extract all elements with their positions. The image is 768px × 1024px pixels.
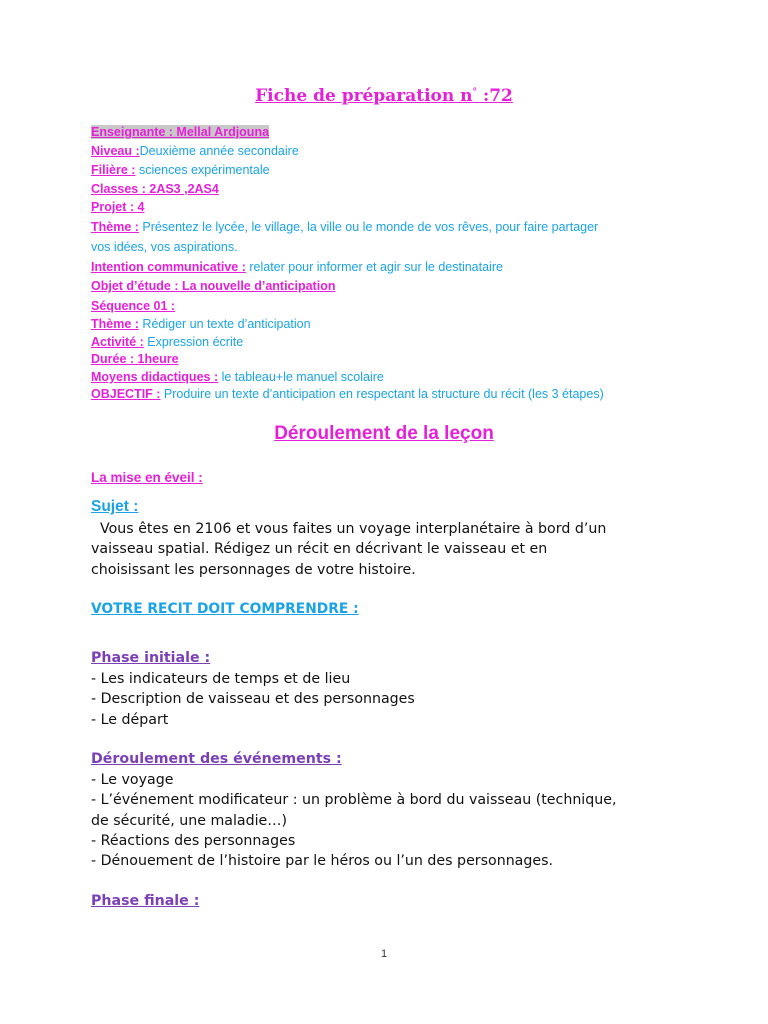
subject-line: choisissant les personnages de votre histoire. [91, 561, 416, 578]
meta-theme-cont: vos idées, vos aspirations. [91, 240, 238, 254]
subject-text [91, 519, 691, 580]
meta-theme: Thème : Présentez le lycée, le village, la ville ou le monde de vos rêves, pour faire partager [91, 220, 599, 234]
list-item: - Le voyage [91, 772, 174, 788]
meta-objective: OBJECTIF : Produire un texte d’anticipation en respectant la structure du récit (les 3 étapes) [91, 387, 604, 401]
lesson-progress-title: Déroulement de la leçon [274, 423, 494, 444]
subject-line: vaisseau spatial. Rédigez un récit en décrivant le vaisseau et en [91, 541, 548, 558]
list-item: - Dénouement de l’histoire par le héros ou l’un des personnages. [91, 853, 554, 870]
initial-phase-list [91, 669, 691, 730]
final-phase-heading: Phase finale : [91, 893, 200, 909]
meta-project: Projet : 4 [91, 200, 145, 214]
title-number: :72 [477, 86, 513, 106]
meta-branch: Filière : sciences expérimentale [91, 163, 270, 177]
meta-sequence: Séquence 01 : [91, 299, 176, 313]
meta-object: Objet d’étude : La nouvelle d’anticipation [91, 279, 336, 293]
list-item: - Description de vaisseau et des personnages [91, 691, 415, 708]
meta-teacher: Enseignante : Mellal Ardjouna [91, 125, 270, 139]
events-list [91, 770, 691, 871]
page-title [0, 86, 768, 106]
recit-requirements-heading: VOTRE RECIT DOIT COMPRENDRE : [91, 601, 359, 617]
initial-phase-heading: Phase initiale : [91, 650, 211, 666]
list-item: - Réactions des personnages [91, 832, 296, 849]
title-text: Fiche de préparation n [255, 86, 473, 106]
warmup-heading: La mise en éveil : [91, 470, 203, 485]
subject-line: Vous êtes en 2106 et vous faites un voyage interplanétaire à bord d’un [91, 521, 607, 537]
meta-intention: Intention communicative : relater pour informer et agir sur le destinataire [91, 260, 503, 274]
meta-duration: Durée : 1heure [91, 352, 179, 366]
events-heading: Déroulement des événements : [91, 751, 342, 767]
list-item: - Le départ [91, 711, 169, 728]
list-item: - L’événement modificateur : un problème à bord du vaisseau (technique, [91, 792, 617, 809]
title-degree: ° [472, 87, 478, 98]
meta-level: Niveau :Deuxième année secondaire [91, 144, 299, 158]
meta-activity: Activité : Expression écrite [91, 335, 244, 349]
meta-classes: Classes : 2AS3 ,2AS4 [91, 182, 219, 196]
list-item: de sécurité, une maladie…) [91, 812, 288, 829]
page-number: 1 [380, 948, 388, 960]
meta-theme-2: Thème : Rédiger un texte d’anticipation [91, 317, 311, 331]
list-item: - Les indicateurs de temps et de lieu [91, 671, 351, 687]
subject-heading: Sujet : [91, 498, 139, 515]
meta-means: Moyens didactiques : le tableau+le manuel scolaire [91, 370, 384, 384]
